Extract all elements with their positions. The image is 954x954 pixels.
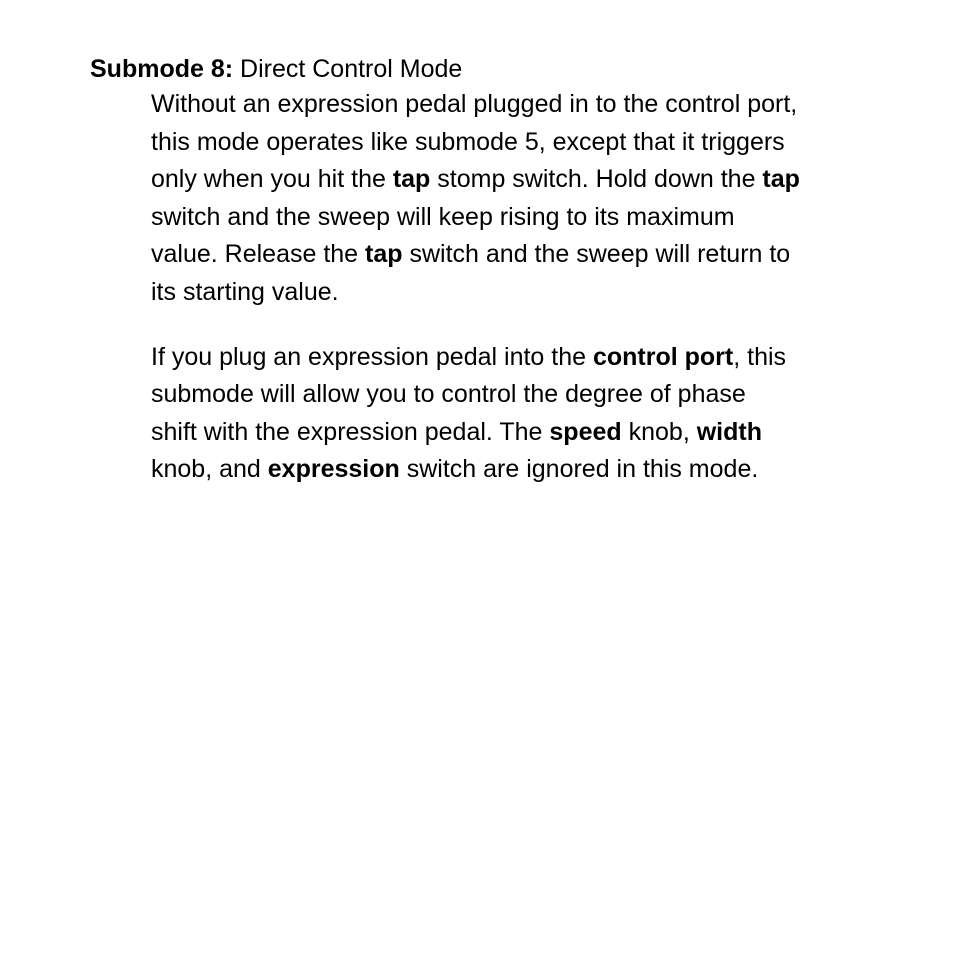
keyword-expression: expression: [267, 455, 400, 484]
keyword-tap: tap: [365, 240, 403, 269]
keyword-tap: tap: [392, 165, 431, 194]
paragraph-line: only when you hit the tap stomp switch. Hold down the tap: [151, 165, 800, 194]
submode-heading: [90, 52, 910, 86]
submode-title: Direct Control Mode: [233, 55, 463, 83]
paragraph-line: value. Release the tap switch and the sweep will return to: [151, 240, 791, 269]
paragraph-line: submode will allow you to control the degree of phase: [151, 380, 746, 409]
paragraph-line: knob, and expression switch are ignored in this mode.: [151, 455, 759, 484]
paragraph-no-pedal: [151, 86, 903, 312]
paragraph-line: If you plug an expression pedal into the control port, this: [151, 342, 787, 371]
keyword-control-port: control port: [592, 342, 734, 371]
paragraph-with-pedal: [151, 339, 903, 489]
paragraph-line: Without an expression pedal plugged in to the control port,: [151, 90, 798, 118]
paragraph-line: shift with the expression pedal. The speed knob, width: [151, 417, 762, 446]
keyword-width: width: [696, 417, 762, 446]
document-body: [90, 52, 910, 489]
paragraph-line: switch and the sweep will keep rising to its maximum: [151, 202, 735, 231]
keyword-tap: tap: [762, 165, 800, 194]
paragraph-line: its starting value.: [151, 277, 339, 306]
keyword-speed: speed: [549, 417, 622, 446]
submode-label: Submode 8:: [90, 55, 234, 83]
paragraph-line: this mode operates like submode 5, except that it triggers: [151, 127, 785, 156]
